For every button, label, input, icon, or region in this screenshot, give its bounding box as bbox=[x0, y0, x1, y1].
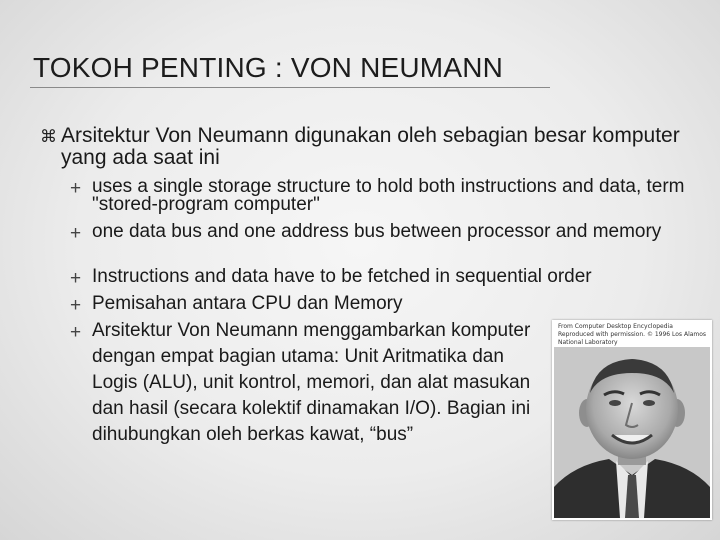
sub-bullet-text: one data bus and one address bus between processor and memory bbox=[92, 221, 662, 242]
plus-icon: + bbox=[70, 295, 82, 316]
portrait-photo-card bbox=[552, 320, 712, 520]
plus-icon: + bbox=[70, 268, 82, 289]
portrait-illustration bbox=[554, 347, 710, 518]
sub-bullet-text: uses a single storage structure to hold both instructions and data, term "stored-program computer" bbox=[92, 176, 685, 215]
sub-bullet-text: Instructions and data have to be fetched in sequential order bbox=[92, 266, 592, 287]
plus-icon: + bbox=[70, 178, 82, 199]
plus-icon: + bbox=[70, 223, 82, 244]
plus-icon: + bbox=[70, 322, 82, 343]
photo-caption: From Computer Desktop Encyclopedia Reproduced with permission. © 1996 Los Alamos National Laboratory bbox=[558, 323, 707, 346]
title-divider bbox=[30, 87, 550, 88]
sub-bullet-text: Pemisahan antara CPU dan Memory bbox=[92, 293, 403, 314]
sub-bullet-text: Arsitektur Von Neumann menggambarkan komputer dengan empat bagian utama: Unit Aritmatika dan Logis (ALU), unit kontrol, memori, dan alat masukan dan hasil (secara kolektif dinamakan I/O). Bagian ini dihubungkan oleh berkas kawat, “bus” bbox=[92, 320, 531, 445]
portrait-photo bbox=[554, 347, 710, 518]
main-bullet-text: Arsitektur Von Neumann digunakan oleh sebagian besar komputer yang ada saat ini bbox=[61, 124, 680, 169]
box-cross-icon: ⌘ bbox=[40, 127, 57, 146]
slide-title: TOKOH PENTING : VON NEUMANN bbox=[33, 52, 504, 83]
